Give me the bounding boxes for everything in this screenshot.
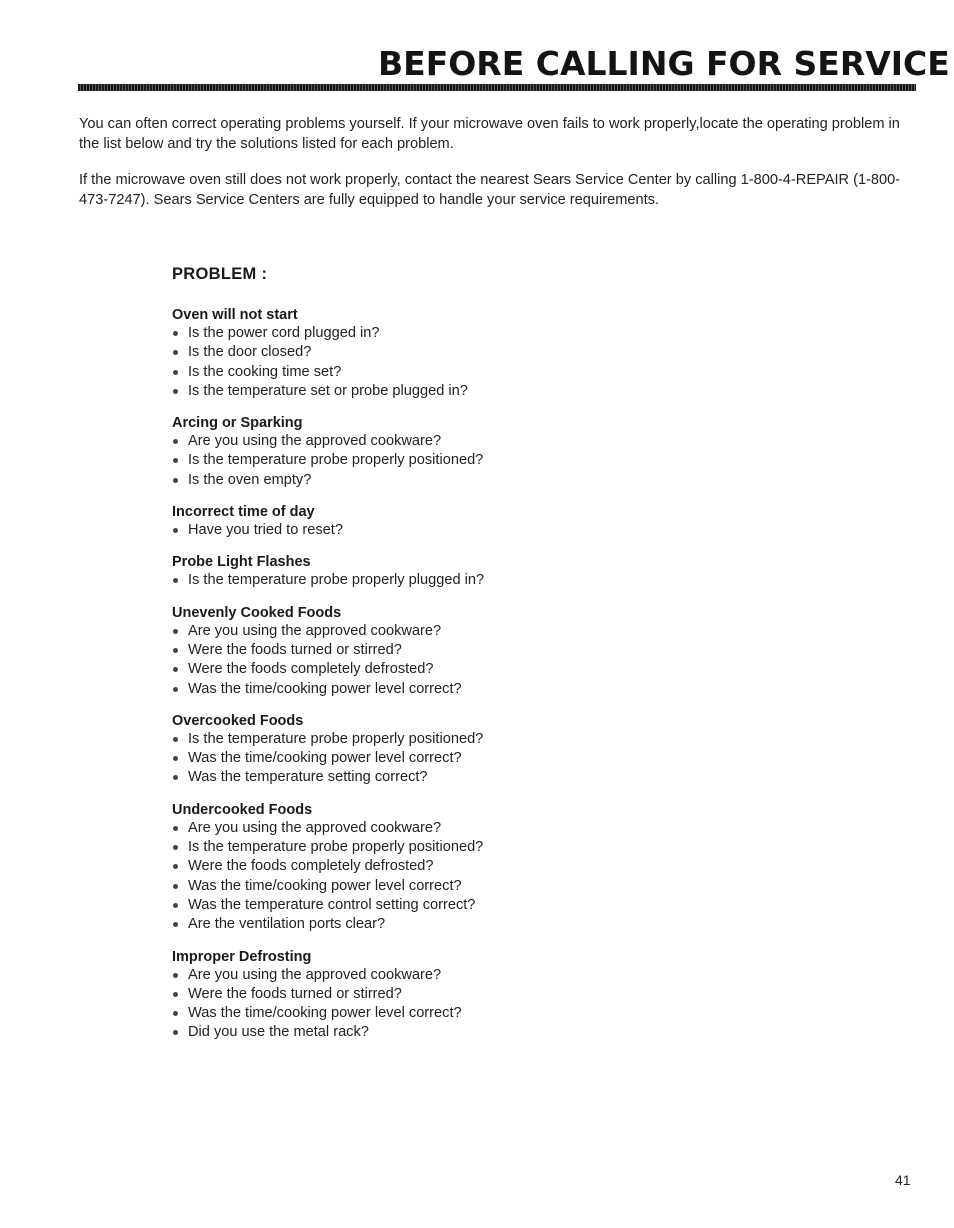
- problem-section: [172, 604, 772, 699]
- check-list: [172, 819, 772, 935]
- problem-section: [172, 553, 772, 590]
- check-item: Was the time/cooking power level correct?: [172, 877, 772, 896]
- problem-section: [172, 503, 772, 540]
- check-item: Were the foods completely defrosted?: [172, 857, 772, 876]
- check-list: [172, 622, 772, 699]
- problem-section: [172, 414, 772, 490]
- problem-section: [172, 712, 772, 788]
- problem-title: Improper Defrosting: [172, 948, 312, 965]
- check-item: Did you use the metal rack?: [172, 1023, 772, 1042]
- problem-title: Probe Light Flashes: [172, 554, 311, 571]
- check-item: Are you using the approved cookware?: [172, 819, 772, 838]
- check-item: Is the door closed?: [172, 343, 772, 362]
- check-item: Are the ventilation ports clear?: [172, 915, 772, 934]
- check-item: Was the time/cooking power level correct?: [172, 749, 772, 768]
- check-item: Were the foods turned or stirred?: [172, 641, 772, 660]
- intro-paragraph-1: You can often correct operating problems yourself. If your microwave oven fails to work properly,locate the operating problem in the list below and try the solutions listed for each problem.: [79, 116, 900, 152]
- check-item: Is the temperature probe properly positioned?: [172, 451, 772, 470]
- check-item: Have you tried to reset?: [172, 521, 772, 540]
- check-list: [172, 521, 772, 540]
- problem-section: [172, 801, 772, 935]
- problem-heading: PROBLEM :: [172, 265, 268, 283]
- check-list: [172, 730, 772, 788]
- problem-title: Unevenly Cooked Foods: [172, 604, 342, 621]
- check-item: Was the time/cooking power level correct?: [172, 680, 772, 699]
- check-list: [172, 966, 772, 1043]
- check-item: Were the foods turned or stirred?: [172, 985, 772, 1004]
- intro-paragraph-2: If the microwave oven still does not work properly, contact the nearest Sears Service Center by calling 1-800-4-REPAIR (1-800-473-7247). Sears Service Centers are fully equipped to handle your service requirements.: [79, 172, 901, 208]
- title-rule: [78, 84, 916, 91]
- problem-list: [172, 306, 772, 1056]
- check-item: Are you using the approved cookware?: [172, 622, 772, 641]
- check-item: Is the oven empty?: [172, 471, 772, 490]
- page-number: 41: [895, 1172, 911, 1188]
- check-item: Is the temperature set or probe plugged in?: [172, 382, 772, 401]
- problem-title: Arcing or Sparking: [172, 415, 303, 432]
- check-item: Is the temperature probe properly positioned?: [172, 730, 772, 749]
- problem-title: Undercooked Foods: [172, 801, 313, 818]
- problem-title: Oven will not start: [172, 307, 298, 323]
- check-item: Are you using the approved cookware?: [172, 432, 772, 451]
- problem-section: [172, 948, 772, 1043]
- check-item: Are you using the approved cookware?: [172, 966, 772, 985]
- check-item: Is the temperature probe properly positioned?: [172, 838, 772, 857]
- check-list: [172, 324, 772, 401]
- problem-title: Overcooked Foods: [172, 712, 304, 729]
- check-item: Is the power cord plugged in?: [172, 324, 772, 343]
- problem-title: Incorrect time of day: [172, 504, 315, 521]
- check-item: Were the foods completely defrosted?: [172, 660, 772, 679]
- check-item: Was the time/cooking power level correct?: [172, 1004, 772, 1023]
- check-item: Was the temperature setting correct?: [172, 768, 772, 787]
- check-list: [172, 432, 772, 490]
- check-list: [172, 571, 772, 590]
- page-title: BEFORE CALLING FOR SERVICE: [378, 44, 950, 83]
- problem-section: [172, 306, 772, 401]
- check-item: Was the temperature control setting correct?: [172, 896, 772, 915]
- check-item: Is the cooking time set?: [172, 363, 772, 382]
- check-item: Is the temperature probe properly plugged in?: [172, 571, 772, 590]
